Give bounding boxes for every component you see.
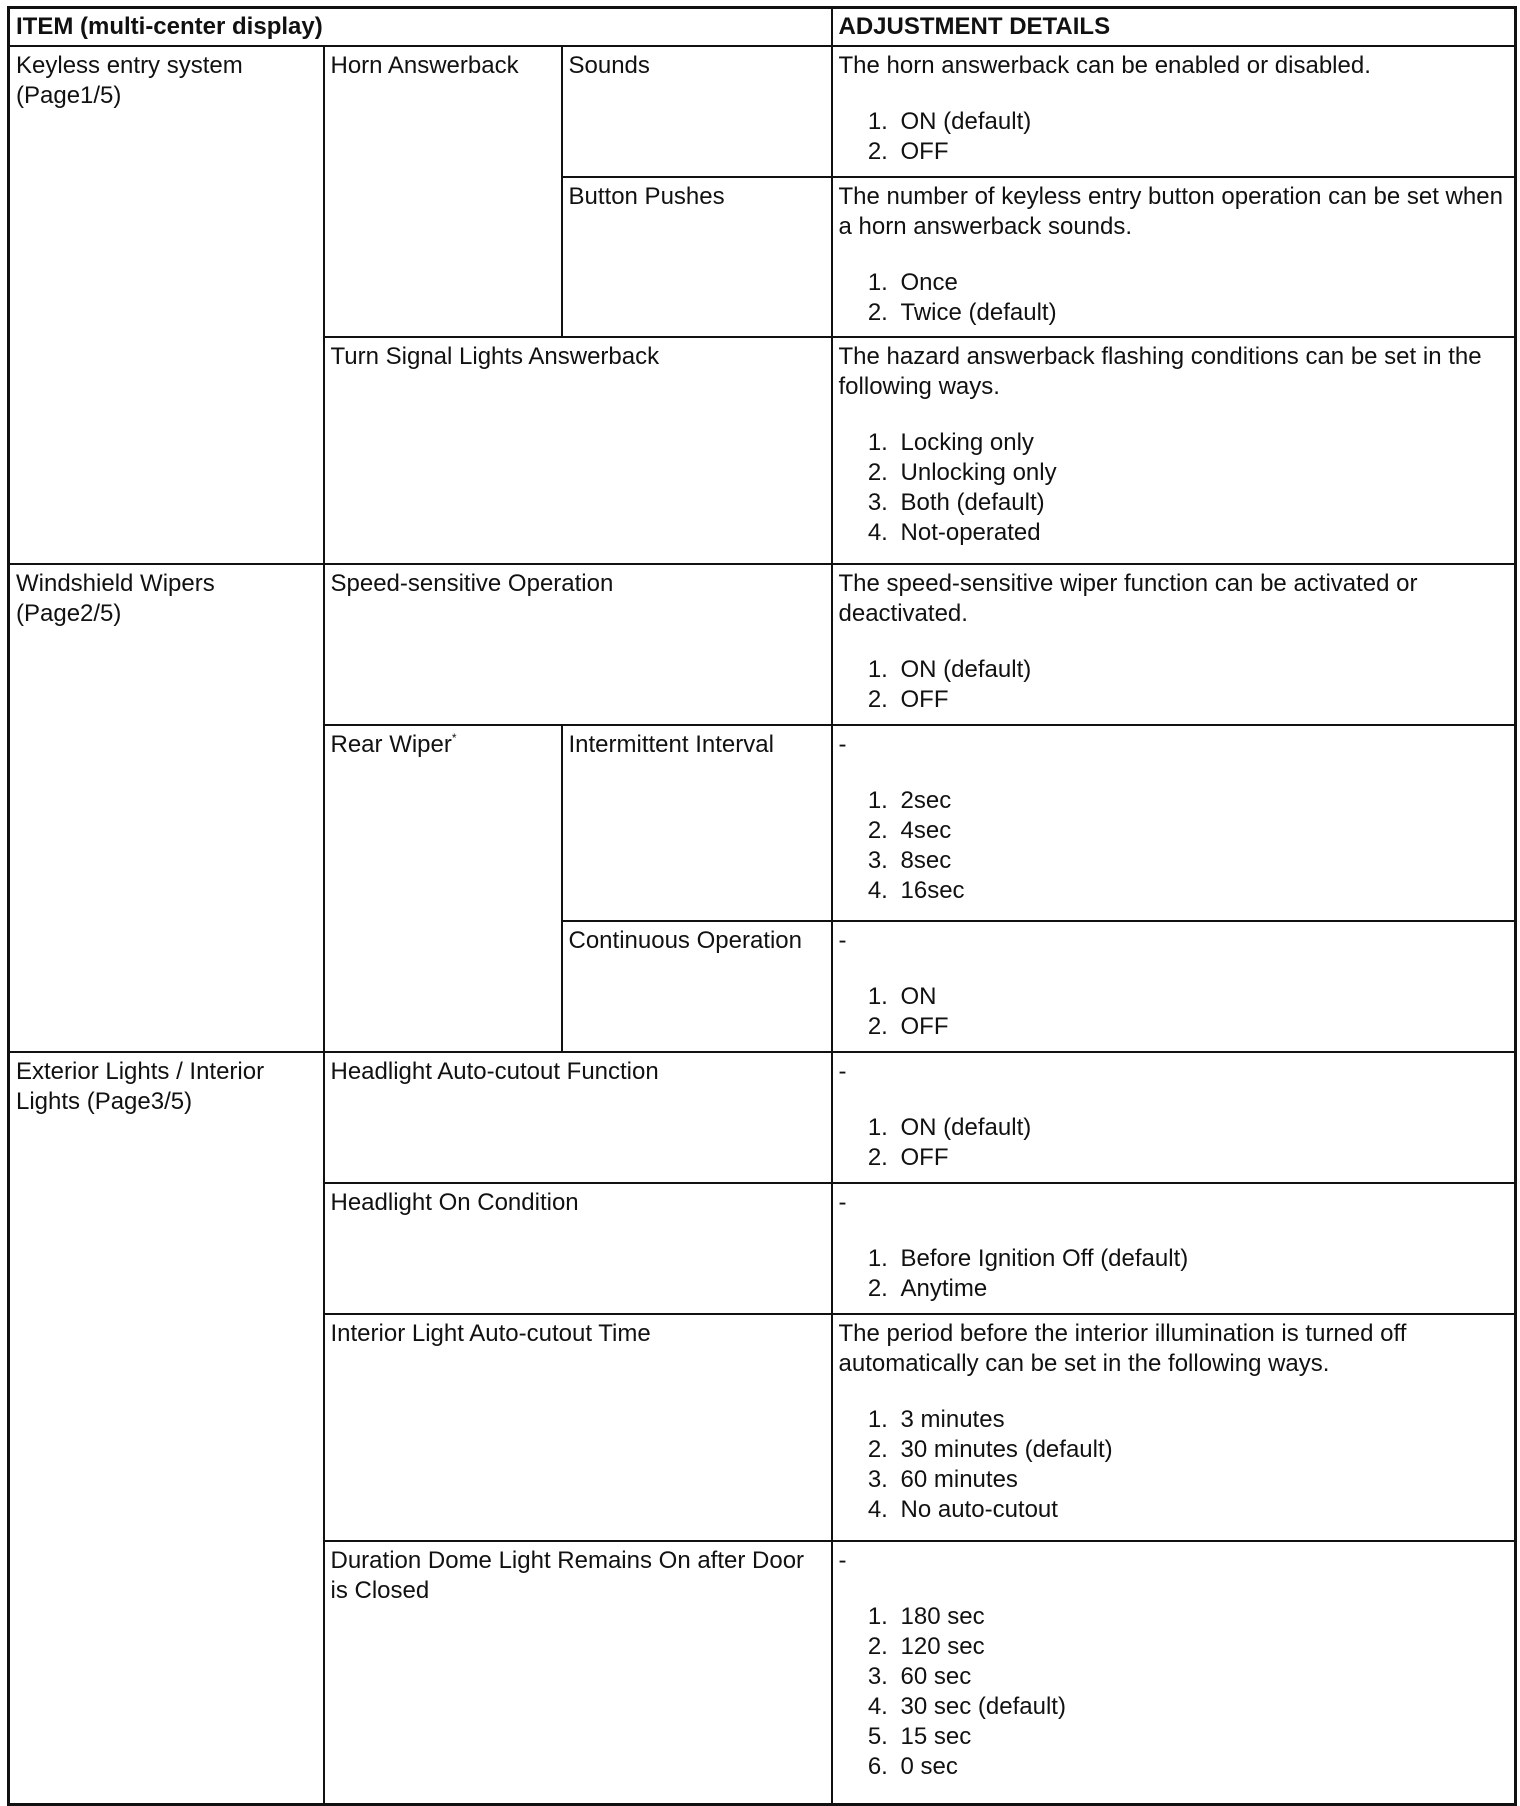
sub-item-name: Intermittent Interval: [562, 725, 832, 921]
options-list: [839, 1113, 1509, 1173]
list-item: 1. Locking only: [895, 428, 1509, 458]
list-item: 1. 3 minutes: [895, 1405, 1509, 1435]
list-item: 1. ON (default): [895, 107, 1509, 137]
adjustment-details: [832, 1052, 1516, 1183]
list-item: 3. 60 minutes: [895, 1465, 1509, 1495]
adjustment-details: [832, 1183, 1516, 1314]
list-item: 2. Twice (default): [895, 298, 1509, 328]
adjustment-details: [832, 46, 1516, 177]
options-list: [839, 655, 1509, 715]
list-item: 2. 4sec: [895, 816, 1509, 846]
item-name: [324, 725, 562, 1052]
table-row: [9, 1052, 1516, 1183]
options-list: [839, 786, 1509, 906]
item-name: Duration Dome Light Remains On after Door is Closed: [324, 1541, 832, 1804]
details-description: The period before the interior illumination is turned off automatically can be set in the following ways.: [838, 1320, 1407, 1377]
details-description: -: [838, 927, 847, 954]
section-label: Exterior Lights / Interior Lights (Page3/5): [9, 1052, 324, 1804]
adjustment-details: [832, 725, 1516, 921]
details-description: The speed-sensitive wiper function can be activated or deactivated.: [838, 570, 1418, 627]
options-list: [839, 982, 1509, 1042]
list-item: 3. Both (default): [895, 488, 1509, 518]
details-description: -: [838, 1058, 847, 1085]
section-label: Windshield Wipers (Page2/5): [9, 564, 324, 1052]
details-description: The horn answerback can be enabled or disabled.: [838, 52, 1371, 79]
list-item: 1. 180 sec: [895, 1602, 1509, 1632]
list-item: 2. Anytime: [895, 1274, 1509, 1304]
list-item: 2. 120 sec: [895, 1632, 1509, 1662]
options-list: [839, 1244, 1509, 1304]
list-item: 1. ON (default): [895, 1113, 1509, 1143]
list-item: 1. ON (default): [895, 655, 1509, 685]
details-description: -: [838, 1189, 847, 1216]
details-description: The number of keyless entry button operation can be set when a horn answerback sounds.: [838, 183, 1503, 240]
details-description: -: [838, 731, 847, 758]
item-name: Speed-sensitive Operation: [324, 564, 832, 725]
list-item: 4. Not-operated: [895, 518, 1509, 548]
details-header: ADJUSTMENT DETAILS: [832, 8, 1516, 47]
item-name: Interior Light Auto-cutout Time: [324, 1314, 832, 1541]
adjustment-details: [832, 921, 1516, 1052]
item-name: Headlight On Condition: [324, 1183, 832, 1314]
list-item: 2. Unlocking only: [895, 458, 1509, 488]
options-list: [839, 428, 1509, 548]
settings-table: [7, 6, 1517, 1806]
adjustment-details: [832, 1314, 1516, 1541]
sub-item-name: Sounds: [562, 46, 832, 177]
item-name-text: Rear Wiper: [330, 731, 452, 758]
table-row: [9, 564, 1516, 725]
list-item: 1. Before Ignition Off (default): [895, 1244, 1509, 1274]
list-item: 5. 15 sec: [895, 1722, 1509, 1752]
details-description: The hazard answerback flashing conditions can be set in the following ways.: [838, 343, 1482, 400]
list-item: 4. 16sec: [895, 876, 1509, 906]
options-list: [839, 1405, 1509, 1525]
options-list: [839, 1602, 1509, 1782]
list-item: 2. OFF: [895, 685, 1509, 715]
options-list: [839, 268, 1509, 328]
item-name: Headlight Auto-cutout Function: [324, 1052, 832, 1183]
list-item: 1. ON: [895, 982, 1509, 1012]
header-row: [9, 8, 1516, 47]
sub-item-name: Continuous Operation: [562, 921, 832, 1052]
item-header: ITEM (multi-center display): [9, 8, 832, 47]
list-item: 3. 8sec: [895, 846, 1509, 876]
options-list: [839, 107, 1509, 167]
footnote-mark: *: [451, 731, 457, 745]
adjustment-details: [832, 177, 1516, 337]
list-item: 2. OFF: [895, 1012, 1509, 1042]
list-item: 2. OFF: [895, 1143, 1509, 1173]
table-row: [9, 46, 1516, 177]
list-item: 1. 2sec: [895, 786, 1509, 816]
item-name: Horn Answerback: [324, 46, 562, 337]
list-item: 4. No auto-cutout: [895, 1495, 1509, 1525]
details-description: -: [838, 1547, 847, 1574]
list-item: 4. 30 sec (default): [895, 1692, 1509, 1722]
list-item: 3. 60 sec: [895, 1662, 1509, 1692]
list-item: 6. 0 sec: [895, 1752, 1509, 1782]
list-item: 2. OFF: [895, 137, 1509, 167]
item-name: Turn Signal Lights Answerback: [324, 337, 832, 564]
sub-item-name: Button Pushes: [562, 177, 832, 337]
list-item: 1. Once: [895, 268, 1509, 298]
adjustment-details: [832, 337, 1516, 564]
list-item: 2. 30 minutes (default): [895, 1435, 1509, 1465]
adjustment-details: [832, 564, 1516, 725]
adjustment-details: [832, 1541, 1516, 1804]
section-label: Keyless entry system (Page1/5): [9, 46, 324, 564]
